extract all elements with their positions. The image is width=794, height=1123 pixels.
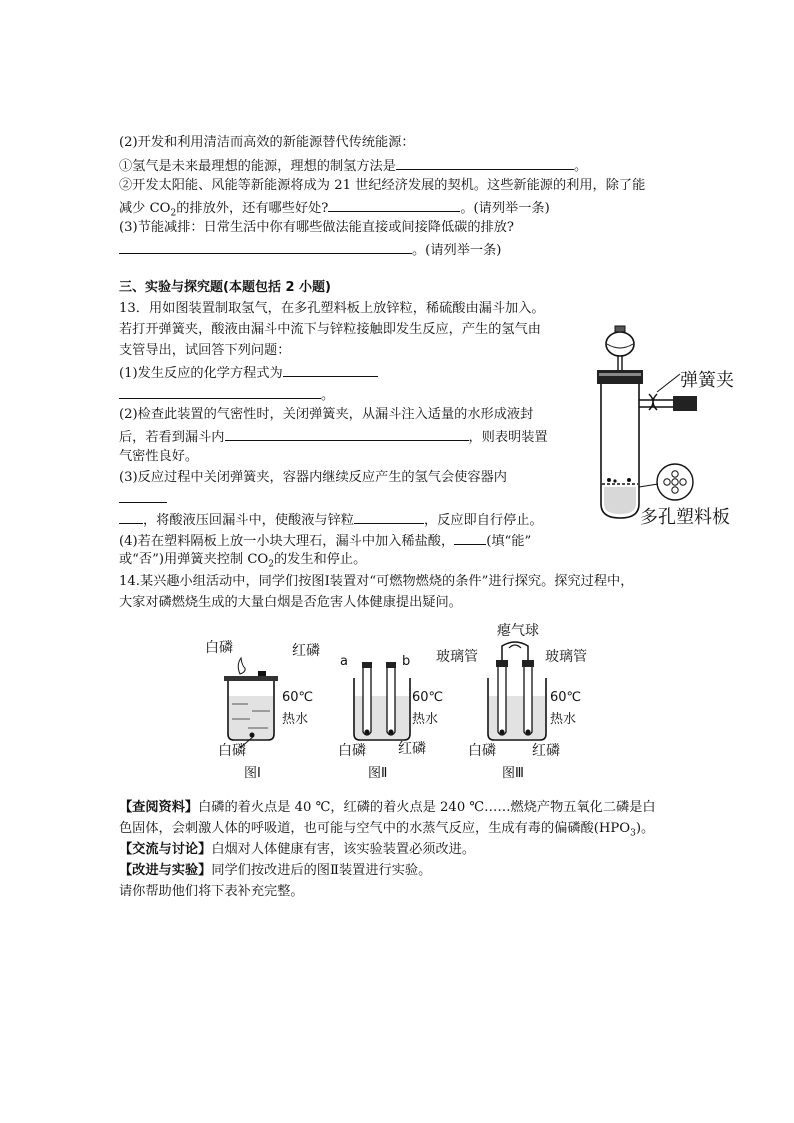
q13-p2-line2: 后，若看到漏斗内 ，则表明装置: [119, 426, 548, 448]
part2-q1: ①氢气是未来最理想的能源，理想的制氢方法是 。: [119, 155, 587, 177]
fig-label-spring-clip: 弹簧夹: [680, 370, 734, 391]
q13-line2: 若打开弹簧夹，酸液由漏斗中流下与锌粒接触即发生反应，产生的氢气由: [119, 322, 541, 337]
q14-improvement: 【改进与实验】同学们按改进后的图Ⅱ装置进行实验。: [119, 863, 432, 878]
answer-blank[interactable]: [119, 384, 321, 399]
part2-q2-line1: ②开发太阳能、风能等新能源将成为 21 世纪经济发展的契机。这些新能源的利用，除了能: [119, 178, 646, 193]
part2-title: (2)开发和利用清洁而高效的新能源替代传统能源：: [119, 135, 415, 150]
q14-discussion: 【交流与讨论】白烟对人体健康有害，该实验装置必须改进。: [119, 842, 476, 857]
answer-blank[interactable]: [328, 197, 460, 212]
hydrogen-apparatus-figure: [585, 322, 755, 532]
fig1-label-red-phosphorus: 红磷: [292, 643, 320, 659]
q13-line1: 13．用如图装置制取氢气，在多孔塑料板上放锌粒，稀硫酸由漏斗加入。: [119, 301, 545, 316]
q13-p3-line2: ，将酸液压回漏斗中，使酸液与锌粒 ，反应即自行停止。: [119, 509, 543, 531]
q14-last-line: 请你帮助他们将下表补充完整。: [119, 884, 304, 899]
q13-p3-line1: (3)反应过程中关闭弹簧夹，容器内继续反应产生的氢气会使容器内: [119, 470, 507, 485]
answer-blank[interactable]: [225, 426, 469, 441]
q13-p3-blank: [119, 488, 167, 510]
part3-question: (3)节能减排：日常生活中你有哪些做法能直接或间接降低碳的排放?: [119, 220, 514, 235]
fig1-label-white-bottom: 白磷: [218, 743, 246, 759]
answer-blank[interactable]: [119, 488, 167, 503]
fig2-label-temp: 60℃: [412, 690, 444, 705]
q14-line1: 14.某兴趣小组活动中，同学们按图Ⅰ装置对“可燃物燃烧的条件”进行探究。探究过程中，: [119, 574, 634, 589]
fig3-label-tube-right: 玻璃管: [545, 649, 587, 665]
q14-info-line1: 【查阅资料】白磷的着火点是 40 ℃，红磷的着火点是 240 ℃……燃烧产物五氧化二磷是白: [119, 800, 656, 815]
q13-p2-line3: 气密性良好。: [119, 449, 199, 464]
section-title: 三、实验与探究题(本题包括 2 小题): [119, 280, 331, 295]
fig-label-porous-plate: 多孔塑料板: [640, 507, 730, 528]
q13-p4-line2: 或“否”)用弹簧夹控制 $CO_2$的发生和停止。: [119, 552, 367, 570]
q13-p1-cont: 。: [119, 384, 334, 406]
answer-blank[interactable]: [354, 509, 424, 524]
fig2-label-b: b: [402, 654, 411, 669]
q14-line2: 大家对磷燃烧生成的大量白烟是否危害人体健康提出疑问。: [119, 595, 462, 610]
q13-p4-line1: (4)若在塑料隔板上放一小块大理石，漏斗中加入稀盐酸， (填“能”: [119, 530, 531, 552]
part3-answer-line: 。(请列举一条): [119, 239, 501, 261]
fig1-caption: 图Ⅰ: [244, 766, 261, 781]
fig2-label-water: 热水: [412, 712, 439, 727]
fig2-caption: 图Ⅱ: [368, 766, 388, 781]
q14-info-line2: 色固体，会刺激人体的呼吸道，也可能与空气中的水蒸气反应，生成有毒的偏磷酸$(HPO_3)$。: [119, 821, 655, 839]
part2-q2-line2: 减少 $CO_2$的排放外，还有哪些好处? 。(请列举一条): [119, 197, 550, 224]
fig2-label-a: a: [340, 654, 348, 669]
answer-blank[interactable]: [454, 530, 486, 545]
fig3-label-white: 白磷: [468, 743, 496, 759]
answer-blank[interactable]: [119, 509, 143, 524]
fig3-label-red: 红磷: [532, 743, 560, 759]
fig1-label-temp: 60℃: [282, 690, 314, 705]
answer-blank[interactable]: [396, 155, 574, 170]
answer-blank[interactable]: [119, 239, 412, 254]
q13-line3: 支管导出，试回答下列问题：: [119, 343, 291, 358]
answer-blank[interactable]: [283, 362, 378, 377]
fig1-label-water: 热水: [282, 712, 309, 727]
q13-p2-line1: (2)检查此装置的气密性时，关闭弹簧夹，从漏斗注入适量的水形成液封: [119, 407, 534, 422]
fig3-label-temp: 60℃: [550, 690, 582, 705]
q13-p1: (1)发生反应的化学方程式为: [119, 362, 378, 384]
fig3-caption: 图Ⅲ: [502, 766, 524, 781]
fig3-label-tube-left: 玻璃管: [436, 649, 478, 665]
fig3-label-balloon: 瘪气球: [497, 623, 539, 639]
fig2-label-red: 红磷: [398, 741, 426, 757]
fig2-label-white: 白磷: [338, 743, 366, 759]
fig3-label-water: 热水: [550, 712, 577, 727]
fig1-label-white-phosphorus: 白磷: [205, 640, 233, 656]
